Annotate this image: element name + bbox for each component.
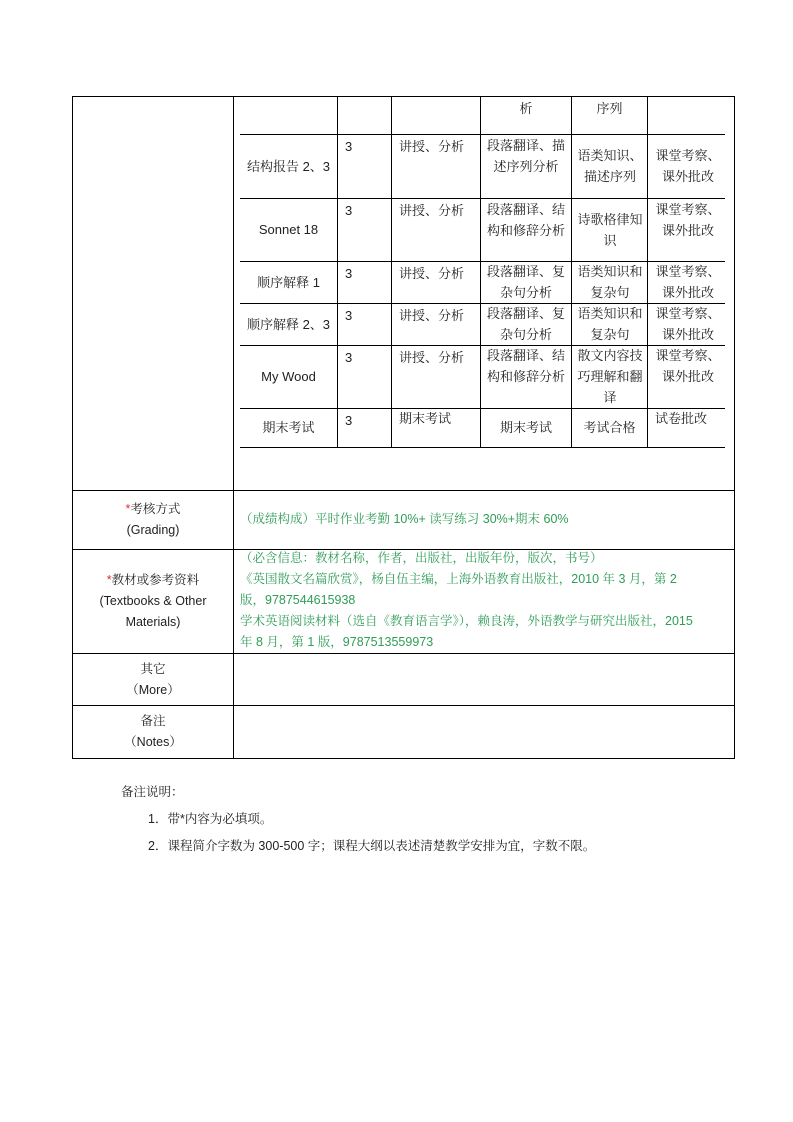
schedule-col-border [391,96,392,447]
textbooks-label [73,550,233,653]
table-row-practice [485,345,567,387]
table-row-practice-text: 段落翻译、结构和修辞分析 [486,202,565,238]
table-row-hours: 3 [345,203,353,218]
textbooks-line: 年 8 月，第 1 版，9787513559973 [240,635,434,649]
table-row-assessment-text: 课堂考察、课外批改 [655,148,721,184]
footer-item-1: 1．带*内容为必填项。 [148,812,273,826]
label-column-divider [233,96,234,758]
more-label [73,654,233,705]
table-row-knowledge [576,261,644,303]
table-row-topic: 顺序解释 1 [257,274,320,290]
notes-label-en: （Notes） [124,735,182,749]
table-row-teaching: 讲授、分析 [399,139,465,154]
table-row-practice: 期末考试 [499,420,552,435]
textbooks-line: （必含信息：教材名称，作者，出版社，出版年份，版次，书号） [240,551,603,565]
table-row-practice-text: 段落翻译、复杂句分析 [486,264,565,300]
notes-label [73,706,233,758]
textbooks-label-en-2: Materials) [125,615,181,629]
table-row-hours: 3 [345,139,353,154]
schedule-col-border [571,96,572,447]
more-label-cn: 其它 [140,661,166,676]
grading-label-en: (Grading) [126,523,180,537]
table-row-assessment: 试卷批改 [655,411,708,426]
table-row-teaching: 讲授、分析 [399,203,465,218]
schedule-top-border [240,96,725,97]
textbooks-line: 《英国散文名篇欣赏》，杨自伍主编，上海外语教育出版社，2010 年 3 月，第 2 [240,572,677,586]
table-row-assessment-text: 课堂考察、课外批改 [655,306,721,342]
table-row-hours: 3 [345,350,353,365]
grading-label [73,491,233,549]
table-row-hours: 3 [345,413,353,428]
table-row-teaching: 讲授、分析 [399,266,465,281]
notes-label-cn: 备注 [140,714,166,728]
table-row-topic: My Wood [261,369,316,384]
table-row-practice-text: 段落翻译、复杂句分析 [486,306,565,342]
partial-row-knowledge: 序列 [596,101,623,116]
grading-label-cn: 考核方式 [130,502,181,516]
table-row-assessment [651,261,725,303]
textbooks-value [240,548,730,653]
table-row-knowledge-text: 语类知识和复杂句 [577,306,643,342]
textbooks-label-cn-line [107,570,199,591]
table-row-knowledge [576,198,644,261]
textbooks-line: 学术英语阅读材料（选自《教育语言学》），赖良涛，外语教学与研究出版社，2015 [240,614,693,628]
schedule-col-border [337,96,338,447]
table-row-knowledge-text: 诗歌格律知识 [577,211,643,248]
table-row-practice [485,135,567,177]
table-row-assessment [651,199,725,241]
table-row-knowledge-text: 语类知识和复杂句 [577,264,643,300]
table-row-knowledge [576,134,644,198]
table-row-knowledge: 考试合格 [583,420,636,435]
table-row-knowledge-text: 语类知识、描述序列 [577,148,643,184]
table-row-topic: 顺序解释 2、3 [246,316,331,332]
table-row-assessment-text: 课堂考察、课外批改 [655,202,721,238]
table-row-topic: 结构报告 2、3 [246,158,331,174]
table-row-assessment [651,134,725,198]
grading-label-cn-line [126,499,181,520]
required-star: * [125,502,131,516]
table-row-practice [485,261,567,303]
table-row-teaching: 讲授、分析 [399,350,465,365]
textbooks-label-cn: 教材或参考资料 [111,573,200,587]
table-row-practice-text: 段落翻译、描述序列分析 [486,138,565,174]
table-row-topic: 期末考试 [262,420,315,435]
partial-row-practice: 析 [519,101,533,116]
schedule-col-border [480,96,481,447]
table-row-assessment [651,303,725,345]
footer-title: 备注说明： [121,785,184,799]
table-row-knowledge-text: 散文内容技巧理解和翻译 [577,348,643,405]
required-star: * [106,573,112,587]
table-row-assessment-text: 课堂考察、课外批改 [655,348,721,384]
table-row-practice [485,199,567,241]
more-label-en: （More） [126,682,180,697]
table-row-knowledge [576,303,644,345]
table-row-teaching: 讲授、分析 [399,308,465,323]
table-row-hours: 3 [345,266,353,281]
table-row-practice [485,303,567,345]
outer-right-border [734,96,735,758]
table-row-hours: 3 [345,308,353,323]
textbooks-label-en-1: (Textbooks & Other [99,594,207,608]
table-row-assessment-text: 课堂考察、课外批改 [655,264,721,300]
table-row-topic: Sonnet 18 [258,222,319,237]
notes-bottom-border [72,758,735,759]
schedule-row-border [240,447,725,448]
schedule-col-border [647,96,648,447]
table-row-teaching: 期末考试 [399,411,452,426]
footer-item-2: 2．课程简介字数为 300-500 字；课程大纲以表述清楚教学安排为宜，字数不限。 [148,839,596,853]
table-row-practice-text: 段落翻译、结构和修辞分析 [486,348,565,384]
table-row-assessment [651,345,725,387]
textbooks-line: 版，9787544615938 [240,593,356,607]
table-row-knowledge [576,345,644,408]
grading-value: （成绩构成）平时作业考勤 10%+ 读写练习 30%+期末 60% [240,512,569,526]
